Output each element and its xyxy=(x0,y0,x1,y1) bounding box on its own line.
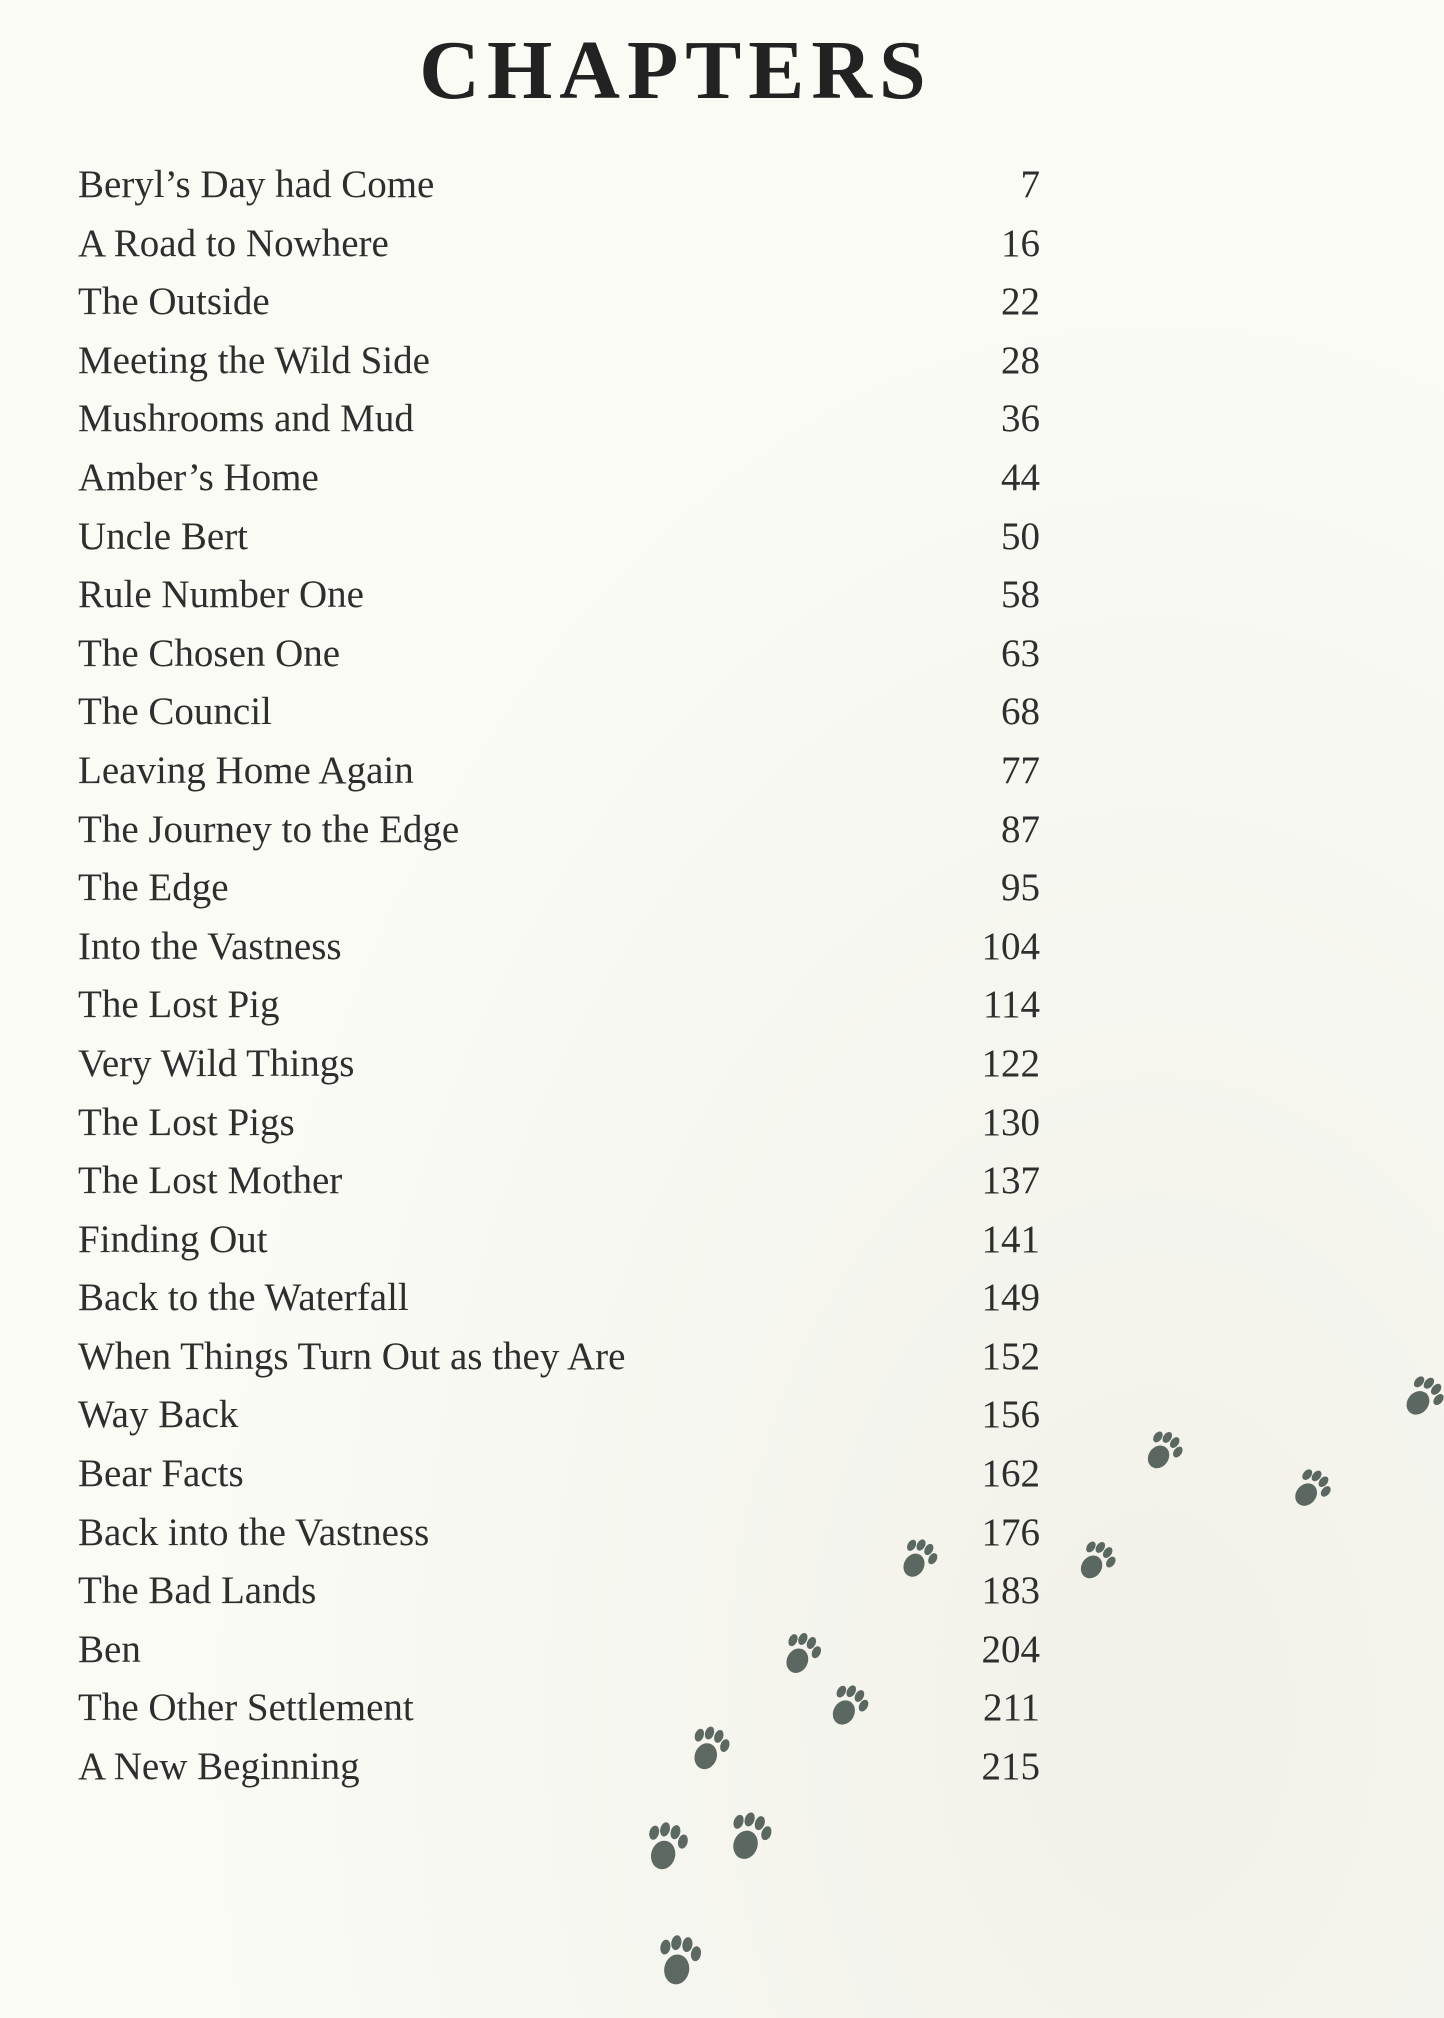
chapter-title: The Lost Pig xyxy=(78,983,280,1027)
chapter-page-number: 7 xyxy=(1020,163,1040,206)
chapter-page-number: 44 xyxy=(1001,455,1040,499)
chapter-title: The Edge xyxy=(78,866,229,910)
footprint-icon xyxy=(1072,1536,1121,1587)
chapter-row xyxy=(78,1041,1040,1100)
chapter-page-number: 36 xyxy=(1001,397,1040,441)
chapter-page-number: 156 xyxy=(981,1393,1040,1437)
chapter-title: The Lost Pigs xyxy=(78,1100,295,1144)
chapter-row xyxy=(78,1451,1040,1510)
chapter-row xyxy=(78,689,1040,748)
chapter-page-number: 152 xyxy=(981,1334,1040,1378)
chapter-page-number: 114 xyxy=(982,983,1040,1027)
chapter-row xyxy=(78,514,1040,573)
footprint-icon xyxy=(641,1819,691,1874)
chapter-page-number: 122 xyxy=(981,1041,1040,1085)
chapter-title: The Lost Mother xyxy=(78,1159,343,1203)
chapter-page-number: 58 xyxy=(1001,573,1040,617)
chapter-page-number: 141 xyxy=(981,1217,1040,1261)
chapter-row xyxy=(78,1392,1040,1451)
chapter-page-number: 104 xyxy=(981,924,1040,968)
chapter-row xyxy=(78,924,1040,983)
chapter-page-number: 204 xyxy=(981,1627,1040,1671)
chapter-row xyxy=(78,162,1040,221)
chapter-row xyxy=(78,631,1040,690)
chapter-row xyxy=(78,1158,1040,1217)
chapter-title: The Other Settlement xyxy=(78,1686,414,1730)
chapter-title: The Journey to the Edge xyxy=(78,807,460,851)
chapter-title: The Outside xyxy=(78,280,270,324)
chapter-row xyxy=(78,572,1040,631)
chapter-row xyxy=(78,455,1040,514)
chapter-title: Back into the Vastness xyxy=(78,1510,430,1554)
chapter-page-number: 22 xyxy=(1001,280,1040,324)
chapter-title: Uncle Bert xyxy=(78,514,249,558)
chapter-page-number: 50 xyxy=(1001,514,1040,558)
chapter-row xyxy=(78,396,1040,455)
chapter-page-number: 137 xyxy=(981,1159,1040,1203)
chapter-title: Mushrooms and Mud xyxy=(78,397,414,441)
chapter-row xyxy=(78,1334,1040,1393)
chapter-row xyxy=(78,1100,1040,1159)
chapter-row xyxy=(78,1744,1040,1803)
chapter-title: Into the Vastness xyxy=(78,924,342,968)
chapter-title: Very Wild Things xyxy=(78,1041,355,1085)
footprint-icon xyxy=(1139,1426,1188,1477)
chapter-title: Beryl’s Day had Come xyxy=(78,163,435,206)
chapter-page-number: 130 xyxy=(981,1100,1040,1144)
chapter-page-number: 162 xyxy=(981,1452,1040,1496)
chapter-page-number: 211 xyxy=(982,1686,1040,1730)
chapter-title: Leaving Home Again xyxy=(78,748,414,792)
chapter-title: Back to the Waterfall xyxy=(78,1276,409,1320)
chapter-page-number: 95 xyxy=(1001,866,1040,910)
chapter-row xyxy=(78,1217,1040,1276)
footprint-icon xyxy=(654,1933,703,1988)
chapter-page-number: 149 xyxy=(981,1276,1040,1320)
chapter-row xyxy=(78,1510,1040,1569)
chapter-row xyxy=(78,221,1040,280)
chapter-row xyxy=(78,1275,1040,1334)
chapter-title: The Council xyxy=(78,690,272,734)
chapter-title: Finding Out xyxy=(78,1217,268,1261)
chapter-title: When Things Turn Out as they Are xyxy=(78,1334,626,1378)
chapter-row xyxy=(78,807,1040,866)
footprint-icon xyxy=(1286,1464,1336,1515)
chapter-page-number: 63 xyxy=(1001,631,1040,675)
chapter-row xyxy=(78,748,1040,807)
chapter-title: Way Back xyxy=(78,1393,239,1437)
chapter-list xyxy=(78,162,1040,1803)
chapter-row xyxy=(78,1685,1040,1744)
chapter-title: Meeting the Wild Side xyxy=(78,338,430,382)
chapter-row xyxy=(78,338,1040,397)
chapter-title: Amber’s Home xyxy=(78,455,319,499)
chapter-row xyxy=(78,1627,1040,1686)
chapter-page-number: 28 xyxy=(1001,338,1040,382)
chapter-title: Ben xyxy=(78,1627,141,1671)
chapter-page-number: 77 xyxy=(1001,748,1040,792)
chapter-title: Bear Facts xyxy=(78,1452,244,1496)
footprint-icon xyxy=(723,1808,776,1866)
chapter-title: A Road to Nowhere xyxy=(78,221,389,265)
chapter-page-number: 87 xyxy=(1001,807,1040,851)
chapter-row xyxy=(78,982,1040,1041)
chapter-row xyxy=(78,865,1040,924)
chapter-row xyxy=(78,279,1040,338)
chapter-page-number: 215 xyxy=(981,1745,1040,1789)
chapter-title: A New Beginning xyxy=(78,1745,360,1789)
chapter-page-number: 68 xyxy=(1001,690,1040,734)
footprint-icon xyxy=(1397,1370,1444,1424)
page-title: CHAPTERS xyxy=(419,24,933,117)
chapter-page-number: 183 xyxy=(981,1569,1040,1613)
chapter-row xyxy=(78,1568,1040,1627)
chapter-page-number: 16 xyxy=(1001,221,1040,265)
chapter-page-number: 176 xyxy=(981,1510,1040,1554)
chapter-title: The Chosen One xyxy=(78,631,341,675)
chapter-title: Rule Number One xyxy=(78,573,364,617)
chapter-title: The Bad Lands xyxy=(78,1569,317,1613)
